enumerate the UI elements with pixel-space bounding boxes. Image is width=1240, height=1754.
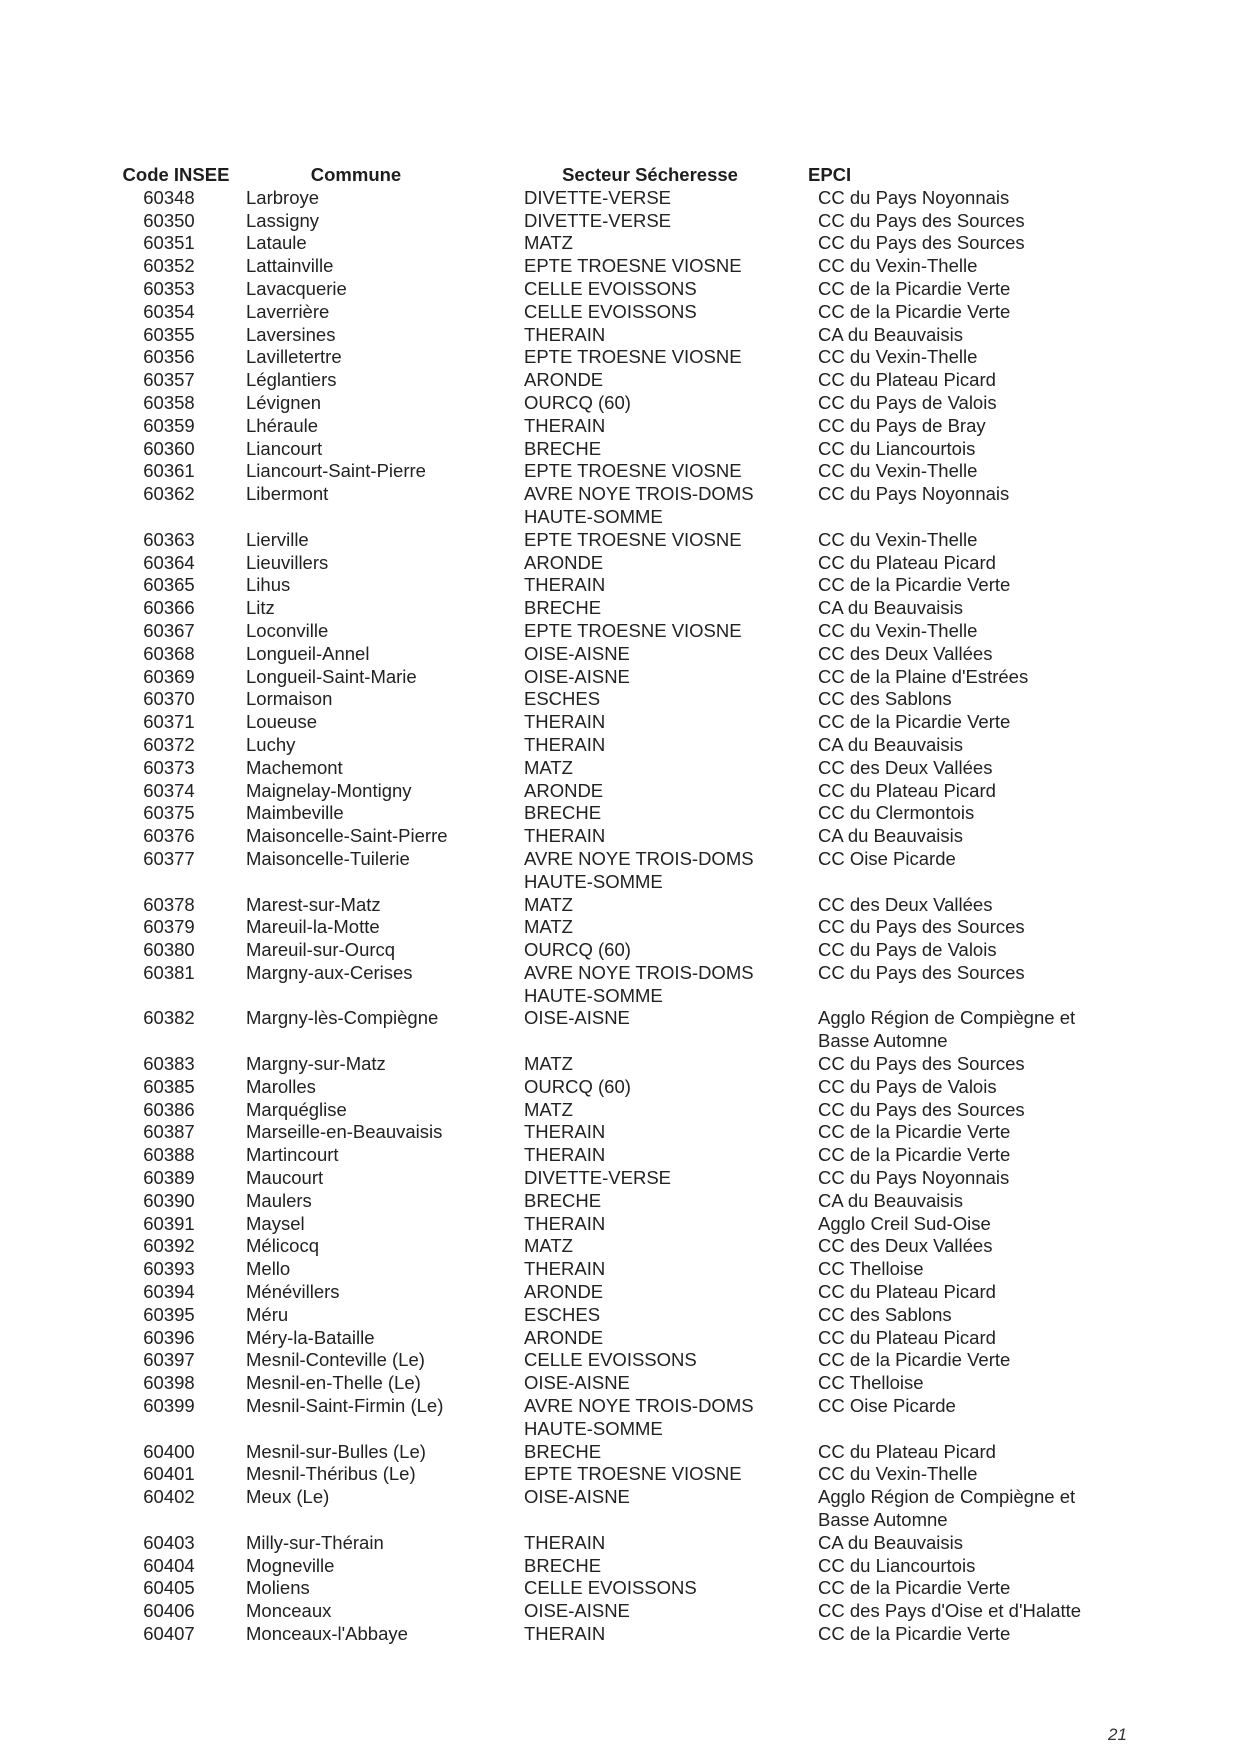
cell-commune: Margny-lès-Compiègne [246, 1007, 439, 1029]
cell-code-insee: 60405 [143, 1577, 195, 1599]
cell-code-insee: 60386 [143, 1098, 195, 1120]
cell-commune: Mesnil-sur-Bulles (Le) [246, 1440, 426, 1462]
cell-commune: Lassigny [246, 209, 320, 231]
cell-epci: CC du Liancourtois [818, 1554, 976, 1576]
cell-code-insee: 60369 [143, 665, 195, 687]
cell-epci: CC de la Picardie Verte [818, 1577, 1011, 1599]
table-row [112, 1167, 1122, 1190]
cell-commune: Mesnil-Conteville (Le) [246, 1349, 425, 1371]
table-row [112, 210, 1122, 233]
cell-secteur-secheresse: BRECHE [524, 1554, 602, 1576]
cell-epci: CC Thelloise [818, 1372, 924, 1394]
cell-epci: CC des Sablons [818, 1303, 952, 1325]
cell-secteur-secheresse: BRECHE [524, 437, 602, 459]
cell-code-insee: 60396 [143, 1326, 195, 1348]
cell-commune: Mélicocq [246, 1235, 319, 1257]
header-secteur-secheresse: Secteur Sécheresse [562, 164, 738, 185]
table-row [112, 643, 1122, 666]
cell-commune: Lieuvillers [246, 551, 329, 573]
table-row [112, 346, 1122, 369]
table-row [112, 232, 1122, 255]
cell-secteur-secheresse: OISE-AISNE [524, 665, 630, 687]
cell-secteur-secheresse: THERAIN [524, 733, 606, 755]
table-row [112, 1349, 1122, 1372]
cell-commune: Lormaison [246, 688, 333, 710]
cell-code-insee: 60392 [143, 1235, 195, 1257]
cell-secteur-secheresse: DIVETTE-VERSE [524, 1167, 671, 1189]
cell-secteur-secheresse: THERAIN [524, 323, 606, 345]
cell-secteur-secheresse: EPTE TROESNE VIOSNE [524, 460, 742, 482]
table-row [112, 1372, 1122, 1395]
table-row [112, 1144, 1122, 1167]
cell-secteur-secheresse: THERAIN [524, 1121, 606, 1143]
cell-commune: Lavacquerie [246, 277, 347, 299]
cell-secteur-secheresse: THERAIN [524, 1531, 606, 1553]
cell-secteur-secheresse: THERAIN [524, 711, 606, 733]
cell-epci: CC des Deux Vallées [818, 1235, 993, 1257]
table-row [112, 529, 1122, 552]
cell-code-insee: 60375 [143, 802, 195, 824]
table-row [112, 438, 1122, 461]
cell-code-insee: 60388 [143, 1144, 195, 1166]
cell-epci: CC du Pays des Sources [818, 961, 1025, 983]
cell-commune: Lavilletertre [246, 346, 342, 368]
table-row [112, 939, 1122, 962]
cell-commune: Lhéraule [246, 414, 319, 436]
cell-secteur-secheresse: MATZ [524, 916, 573, 938]
cell-code-insee: 60398 [143, 1372, 195, 1394]
cell-epci: Agglo Creil Sud-Oise [818, 1212, 991, 1234]
cell-secteur-secheresse: AVRE NOYE TROIS-DOMS HAUTE-SOMME [524, 483, 754, 527]
cell-commune: Monceaux [246, 1600, 332, 1622]
header-code-insee: Code INSEE [122, 164, 230, 185]
cell-code-insee: 60371 [143, 711, 195, 733]
cell-code-insee: 60394 [143, 1281, 195, 1303]
cell-code-insee: 60361 [143, 460, 195, 482]
cell-secteur-secheresse: OISE-AISNE [524, 642, 630, 664]
table-row [112, 1623, 1122, 1646]
cell-epci: CC du Pays des Sources [818, 232, 1025, 254]
cell-commune: Maisoncelle-Saint-Pierre [246, 825, 448, 847]
cell-commune: Mogneville [246, 1554, 335, 1576]
table-row [112, 688, 1122, 711]
cell-epci: CC de la Picardie Verte [818, 1623, 1011, 1644]
table-row [112, 1577, 1122, 1600]
cell-code-insee: 60368 [143, 642, 195, 664]
table-row [112, 1486, 1122, 1532]
cell-code-insee: 60385 [143, 1075, 195, 1097]
cell-code-insee: 60359 [143, 414, 195, 436]
cell-code-insee: 60390 [143, 1189, 195, 1211]
cell-epci: CC de la Picardie Verte [818, 300, 1011, 322]
table-row [112, 187, 1122, 210]
cell-code-insee: 60382 [143, 1007, 195, 1029]
table-row [112, 916, 1122, 939]
cell-secteur-secheresse: EPTE TROESNE VIOSNE [524, 1463, 742, 1485]
cell-commune: Maisoncelle-Tuilerie [246, 847, 410, 869]
cell-commune: Maucourt [246, 1167, 324, 1189]
cell-secteur-secheresse: EPTE TROESNE VIOSNE [524, 528, 742, 550]
cell-commune: Laversines [246, 323, 336, 345]
cell-commune: Margny-sur-Matz [246, 1053, 386, 1075]
cell-code-insee: 60358 [143, 391, 195, 413]
header-epci: EPCI [808, 164, 852, 185]
cell-code-insee: 60402 [143, 1486, 195, 1508]
cell-code-insee: 60373 [143, 756, 195, 778]
table-row [112, 1600, 1122, 1623]
table-row [112, 1007, 1122, 1053]
cell-epci: CC du Plateau Picard [818, 551, 996, 573]
cell-secteur-secheresse: BRECHE [524, 597, 602, 619]
table-row [112, 324, 1122, 347]
cell-epci: CA du Beauvaisis [818, 825, 964, 847]
cell-secteur-secheresse: ESCHES [524, 688, 601, 710]
cell-commune: Mesnil-Saint-Firmin (Le) [246, 1395, 444, 1417]
cell-commune: Lihus [246, 574, 291, 596]
cell-secteur-secheresse: CELLE EVOISSONS [524, 300, 697, 322]
table-row [112, 802, 1122, 825]
table-row [112, 1304, 1122, 1327]
cell-commune: Martincourt [246, 1144, 339, 1166]
cell-code-insee: 60364 [143, 551, 195, 573]
cell-code-insee: 60401 [143, 1463, 195, 1485]
cell-code-insee: 60407 [143, 1623, 195, 1644]
cell-epci: CC de la Picardie Verte [818, 711, 1011, 733]
cell-code-insee: 60399 [143, 1395, 195, 1417]
cell-epci: CA du Beauvaisis [818, 1531, 964, 1553]
table-row [112, 1395, 1122, 1441]
table-row [112, 734, 1122, 757]
cell-code-insee: 60355 [143, 323, 195, 345]
table-row [112, 1532, 1122, 1555]
cell-code-insee: 60377 [143, 847, 195, 869]
cell-secteur-secheresse: OURCQ (60) [524, 1075, 631, 1097]
cell-commune: Luchy [246, 733, 296, 755]
cell-epci: CC des Pays d'Oise et d'Halatte [818, 1600, 1082, 1622]
table-row [112, 460, 1122, 483]
cell-epci: CC du Pays des Sources [818, 1053, 1025, 1075]
cell-code-insee: 60397 [143, 1349, 195, 1371]
cell-code-insee: 60367 [143, 619, 195, 641]
cell-code-insee: 60403 [143, 1531, 195, 1553]
cell-commune: Litz [246, 597, 275, 619]
cell-commune: Méry-la-Bataille [246, 1326, 375, 1348]
cell-commune: Maysel [246, 1212, 305, 1234]
table-body [112, 187, 1122, 1646]
cell-epci: CC du Clermontois [818, 802, 975, 824]
commune-table [112, 164, 1122, 1646]
cell-epci: CC du Pays Noyonnais [818, 186, 1010, 208]
cell-code-insee: 60370 [143, 688, 195, 710]
cell-epci: Agglo Région de Compiègne et Basse Automne [818, 1007, 1076, 1052]
cell-code-insee: 60351 [143, 232, 195, 254]
cell-commune: Mesnil-Théribus (Le) [246, 1463, 416, 1485]
cell-commune: Marquéglise [246, 1098, 347, 1120]
cell-secteur-secheresse: BRECHE [524, 802, 602, 824]
cell-code-insee: 60406 [143, 1600, 195, 1622]
cell-commune: Maulers [246, 1189, 312, 1211]
cell-code-insee: 60350 [143, 209, 195, 231]
cell-code-insee: 60400 [143, 1440, 195, 1462]
table-row [112, 597, 1122, 620]
cell-commune: Marseille-en-Beauvaisis [246, 1121, 443, 1143]
cell-commune: Marolles [246, 1075, 316, 1097]
cell-code-insee: 60365 [143, 574, 195, 596]
cell-code-insee: 60354 [143, 300, 195, 322]
cell-epci: CC des Deux Vallées [818, 893, 993, 915]
table-row [112, 757, 1122, 780]
cell-commune: Marest-sur-Matz [246, 893, 381, 915]
cell-epci: CC de la Picardie Verte [818, 1144, 1011, 1166]
cell-commune: Margny-aux-Cerises [246, 961, 413, 983]
cell-code-insee: 60360 [143, 437, 195, 459]
cell-code-insee: 60362 [143, 483, 195, 505]
cell-secteur-secheresse: THERAIN [524, 414, 606, 436]
cell-commune: Milly-sur-Thérain [246, 1531, 384, 1553]
cell-commune: Longueil-Saint-Marie [246, 665, 417, 687]
cell-epci: CC du Pays Noyonnais [818, 1167, 1010, 1189]
cell-commune: Méru [246, 1303, 289, 1325]
cell-code-insee: 60356 [143, 346, 195, 368]
cell-epci: CC du Plateau Picard [818, 1281, 996, 1303]
cell-code-insee: 60357 [143, 369, 195, 391]
cell-commune: Ménévillers [246, 1281, 340, 1303]
cell-code-insee: 60366 [143, 597, 195, 619]
cell-epci: CC du Plateau Picard [818, 1326, 996, 1348]
cell-commune: Mello [246, 1258, 291, 1280]
cell-secteur-secheresse: MATZ [524, 1053, 573, 1075]
table-row [112, 301, 1122, 324]
cell-secteur-secheresse: ARONDE [524, 551, 604, 573]
cell-secteur-secheresse: AVRE NOYE TROIS-DOMS HAUTE-SOMME [524, 1395, 754, 1439]
cell-secteur-secheresse: EPTE TROESNE VIOSNE [524, 255, 742, 277]
cell-epci: CC du Liancourtois [818, 437, 976, 459]
cell-commune: Lierville [246, 528, 309, 550]
cell-epci: CC de la Plaine d'Estrées [818, 665, 1029, 687]
cell-secteur-secheresse: DIVETTE-VERSE [524, 186, 671, 208]
cell-code-insee: 60379 [143, 916, 195, 938]
table-row [112, 392, 1122, 415]
cell-code-insee: 60374 [143, 779, 195, 801]
table-row [112, 369, 1122, 392]
cell-commune: Mareuil-la-Motte [246, 916, 380, 938]
table-row [112, 415, 1122, 438]
table-row [112, 278, 1122, 301]
cell-secteur-secheresse: BRECHE [524, 1440, 602, 1462]
cell-epci: CA du Beauvaisis [818, 323, 964, 345]
cell-secteur-secheresse: MATZ [524, 1098, 573, 1120]
cell-epci: CC du Vexin-Thelle [818, 460, 978, 482]
cell-secteur-secheresse: OISE-AISNE [524, 1007, 630, 1029]
cell-code-insee: 60404 [143, 1554, 195, 1576]
cell-commune: Mesnil-en-Thelle (Le) [246, 1372, 421, 1394]
cell-commune: Machemont [246, 756, 343, 778]
cell-epci: CA du Beauvaisis [818, 1189, 964, 1211]
table-row [112, 1463, 1122, 1486]
cell-epci: CC du Vexin-Thelle [818, 619, 978, 641]
cell-epci: CC du Vexin-Thelle [818, 1463, 978, 1485]
cell-epci: CC de la Picardie Verte [818, 1349, 1011, 1371]
cell-code-insee: 60387 [143, 1121, 195, 1143]
cell-secteur-secheresse: MATZ [524, 1235, 573, 1257]
cell-commune: Maignelay-Montigny [246, 779, 412, 801]
cell-code-insee: 60381 [143, 961, 195, 983]
cell-secteur-secheresse: ARONDE [524, 369, 604, 391]
cell-commune: Lévignen [246, 391, 322, 413]
table-row [112, 825, 1122, 848]
table-row [112, 1213, 1122, 1236]
table-row [112, 1235, 1122, 1258]
cell-secteur-secheresse: OURCQ (60) [524, 391, 631, 413]
cell-epci: CA du Beauvaisis [818, 597, 964, 619]
table-row [112, 574, 1122, 597]
table-row [112, 780, 1122, 803]
table-row [112, 1258, 1122, 1281]
cell-code-insee: 60380 [143, 939, 195, 961]
cell-secteur-secheresse: OISE-AISNE [524, 1372, 630, 1394]
cell-secteur-secheresse: CELLE EVOISSONS [524, 1577, 697, 1599]
cell-code-insee: 60376 [143, 825, 195, 847]
cell-commune: Larbroye [246, 186, 320, 208]
cell-commune: Laverrière [246, 300, 330, 322]
cell-commune: Léglantiers [246, 369, 337, 391]
cell-commune: Monceaux-l'Abbaye [246, 1623, 408, 1644]
cell-epci: CC du Pays des Sources [818, 916, 1025, 938]
cell-secteur-secheresse: BRECHE [524, 1189, 602, 1211]
cell-secteur-secheresse: OURCQ (60) [524, 939, 631, 961]
cell-epci: CC des Deux Vallées [818, 756, 993, 778]
cell-epci: CC du Plateau Picard [818, 1440, 996, 1462]
cell-commune: Lattainville [246, 255, 334, 277]
cell-secteur-secheresse: MATZ [524, 756, 573, 778]
table-row [112, 1190, 1122, 1213]
cell-secteur-secheresse: DIVETTE-VERSE [524, 209, 671, 231]
cell-epci: CC de la Picardie Verte [818, 1121, 1011, 1143]
table-row [112, 1281, 1122, 1304]
cell-epci: CC des Deux Vallées [818, 642, 993, 664]
cell-secteur-secheresse: EPTE TROESNE VIOSNE [524, 619, 742, 641]
table-row [112, 848, 1122, 894]
table-header-row [112, 164, 1122, 187]
cell-commune: Maimbeville [246, 802, 344, 824]
cell-secteur-secheresse: OISE-AISNE [524, 1600, 630, 1622]
cell-epci: CC du Pays de Bray [818, 414, 986, 436]
cell-code-insee: 60391 [143, 1212, 195, 1234]
table-row [112, 552, 1122, 575]
cell-commune: Liancourt-Saint-Pierre [246, 460, 426, 482]
cell-epci: CC de la Picardie Verte [818, 277, 1011, 299]
cell-commune: Meux (Le) [246, 1486, 330, 1508]
cell-secteur-secheresse: THERAIN [524, 825, 606, 847]
cell-secteur-secheresse: THERAIN [524, 1144, 606, 1166]
cell-epci: CC du Pays des Sources [818, 1098, 1025, 1120]
cell-secteur-secheresse: ARONDE [524, 1281, 604, 1303]
cell-epci: CC Oise Picarde [818, 847, 956, 869]
cell-epci: CC Oise Picarde [818, 1395, 956, 1417]
cell-commune: Loconville [246, 619, 329, 641]
table-row [112, 962, 1122, 1008]
cell-secteur-secheresse: THERAIN [524, 574, 606, 596]
table-row [112, 1327, 1122, 1350]
table-row [112, 483, 1122, 529]
cell-code-insee: 60353 [143, 277, 195, 299]
cell-secteur-secheresse: CELLE EVOISSONS [524, 277, 697, 299]
cell-code-insee: 60372 [143, 733, 195, 755]
cell-commune: Loueuse [246, 711, 317, 733]
cell-secteur-secheresse: ARONDE [524, 1326, 604, 1348]
cell-epci: CC du Plateau Picard [818, 779, 996, 801]
cell-secteur-secheresse: AVRE NOYE TROIS-DOMS HAUTE-SOMME [524, 961, 754, 1006]
cell-commune: Longueil-Annel [246, 642, 370, 664]
cell-code-insee: 60348 [143, 186, 195, 208]
table-row [112, 1076, 1122, 1099]
cell-epci: CC du Pays des Sources [818, 209, 1025, 231]
cell-code-insee: 60393 [143, 1258, 195, 1280]
header-commune: Commune [310, 164, 402, 185]
cell-epci: CC du Pays de Valois [818, 391, 997, 413]
cell-commune: Libermont [246, 483, 329, 505]
cell-epci: CC du Vexin-Thelle [818, 528, 978, 550]
table-row [112, 666, 1122, 689]
cell-secteur-secheresse: ARONDE [524, 779, 604, 801]
table-row [112, 620, 1122, 643]
cell-epci: CC Thelloise [818, 1258, 924, 1280]
table-row [112, 1053, 1122, 1076]
cell-secteur-secheresse: ESCHES [524, 1303, 601, 1325]
cell-commune: Moliens [246, 1577, 310, 1599]
cell-epci: CA du Beauvaisis [818, 733, 964, 755]
cell-secteur-secheresse: THERAIN [524, 1212, 606, 1234]
cell-epci: CC des Sablons [818, 688, 952, 710]
cell-secteur-secheresse: MATZ [524, 893, 573, 915]
cell-code-insee: 60389 [143, 1167, 195, 1189]
cell-secteur-secheresse: THERAIN [524, 1623, 606, 1644]
page-number: 21 [1108, 1725, 1127, 1744]
cell-epci: CC du Pays de Valois [818, 939, 997, 961]
cell-commune: Lataule [246, 232, 307, 254]
cell-epci: Agglo Région de Compiègne et Basse Automne [818, 1486, 1076, 1531]
table-row [112, 711, 1122, 734]
cell-code-insee: 60352 [143, 255, 195, 277]
table-row [112, 1121, 1122, 1144]
cell-secteur-secheresse: THERAIN [524, 1258, 606, 1280]
cell-code-insee: 60363 [143, 528, 195, 550]
cell-epci: CC de la Picardie Verte [818, 574, 1011, 596]
cell-epci: CC du Vexin-Thelle [818, 255, 978, 277]
cell-secteur-secheresse: EPTE TROESNE VIOSNE [524, 346, 742, 368]
cell-epci: CC du Pays Noyonnais [818, 483, 1010, 505]
cell-epci: CC du Plateau Picard [818, 369, 996, 391]
cell-secteur-secheresse: MATZ [524, 232, 573, 254]
cell-code-insee: 60378 [143, 893, 195, 915]
table-row [112, 894, 1122, 917]
cell-epci: CC du Vexin-Thelle [818, 346, 978, 368]
cell-commune: Mareuil-sur-Ourcq [246, 939, 396, 961]
cell-commune: Liancourt [246, 437, 323, 459]
table-row [112, 1441, 1122, 1464]
table-row [112, 1099, 1122, 1122]
table-row [112, 255, 1122, 278]
cell-code-insee: 60383 [143, 1053, 195, 1075]
cell-secteur-secheresse: CELLE EVOISSONS [524, 1349, 697, 1371]
table-row [112, 1555, 1122, 1578]
cell-epci: CC du Pays de Valois [818, 1075, 997, 1097]
cell-secteur-secheresse: AVRE NOYE TROIS-DOMS HAUTE-SOMME [524, 847, 754, 892]
cell-secteur-secheresse: OISE-AISNE [524, 1486, 630, 1508]
cell-code-insee: 60395 [143, 1303, 195, 1325]
